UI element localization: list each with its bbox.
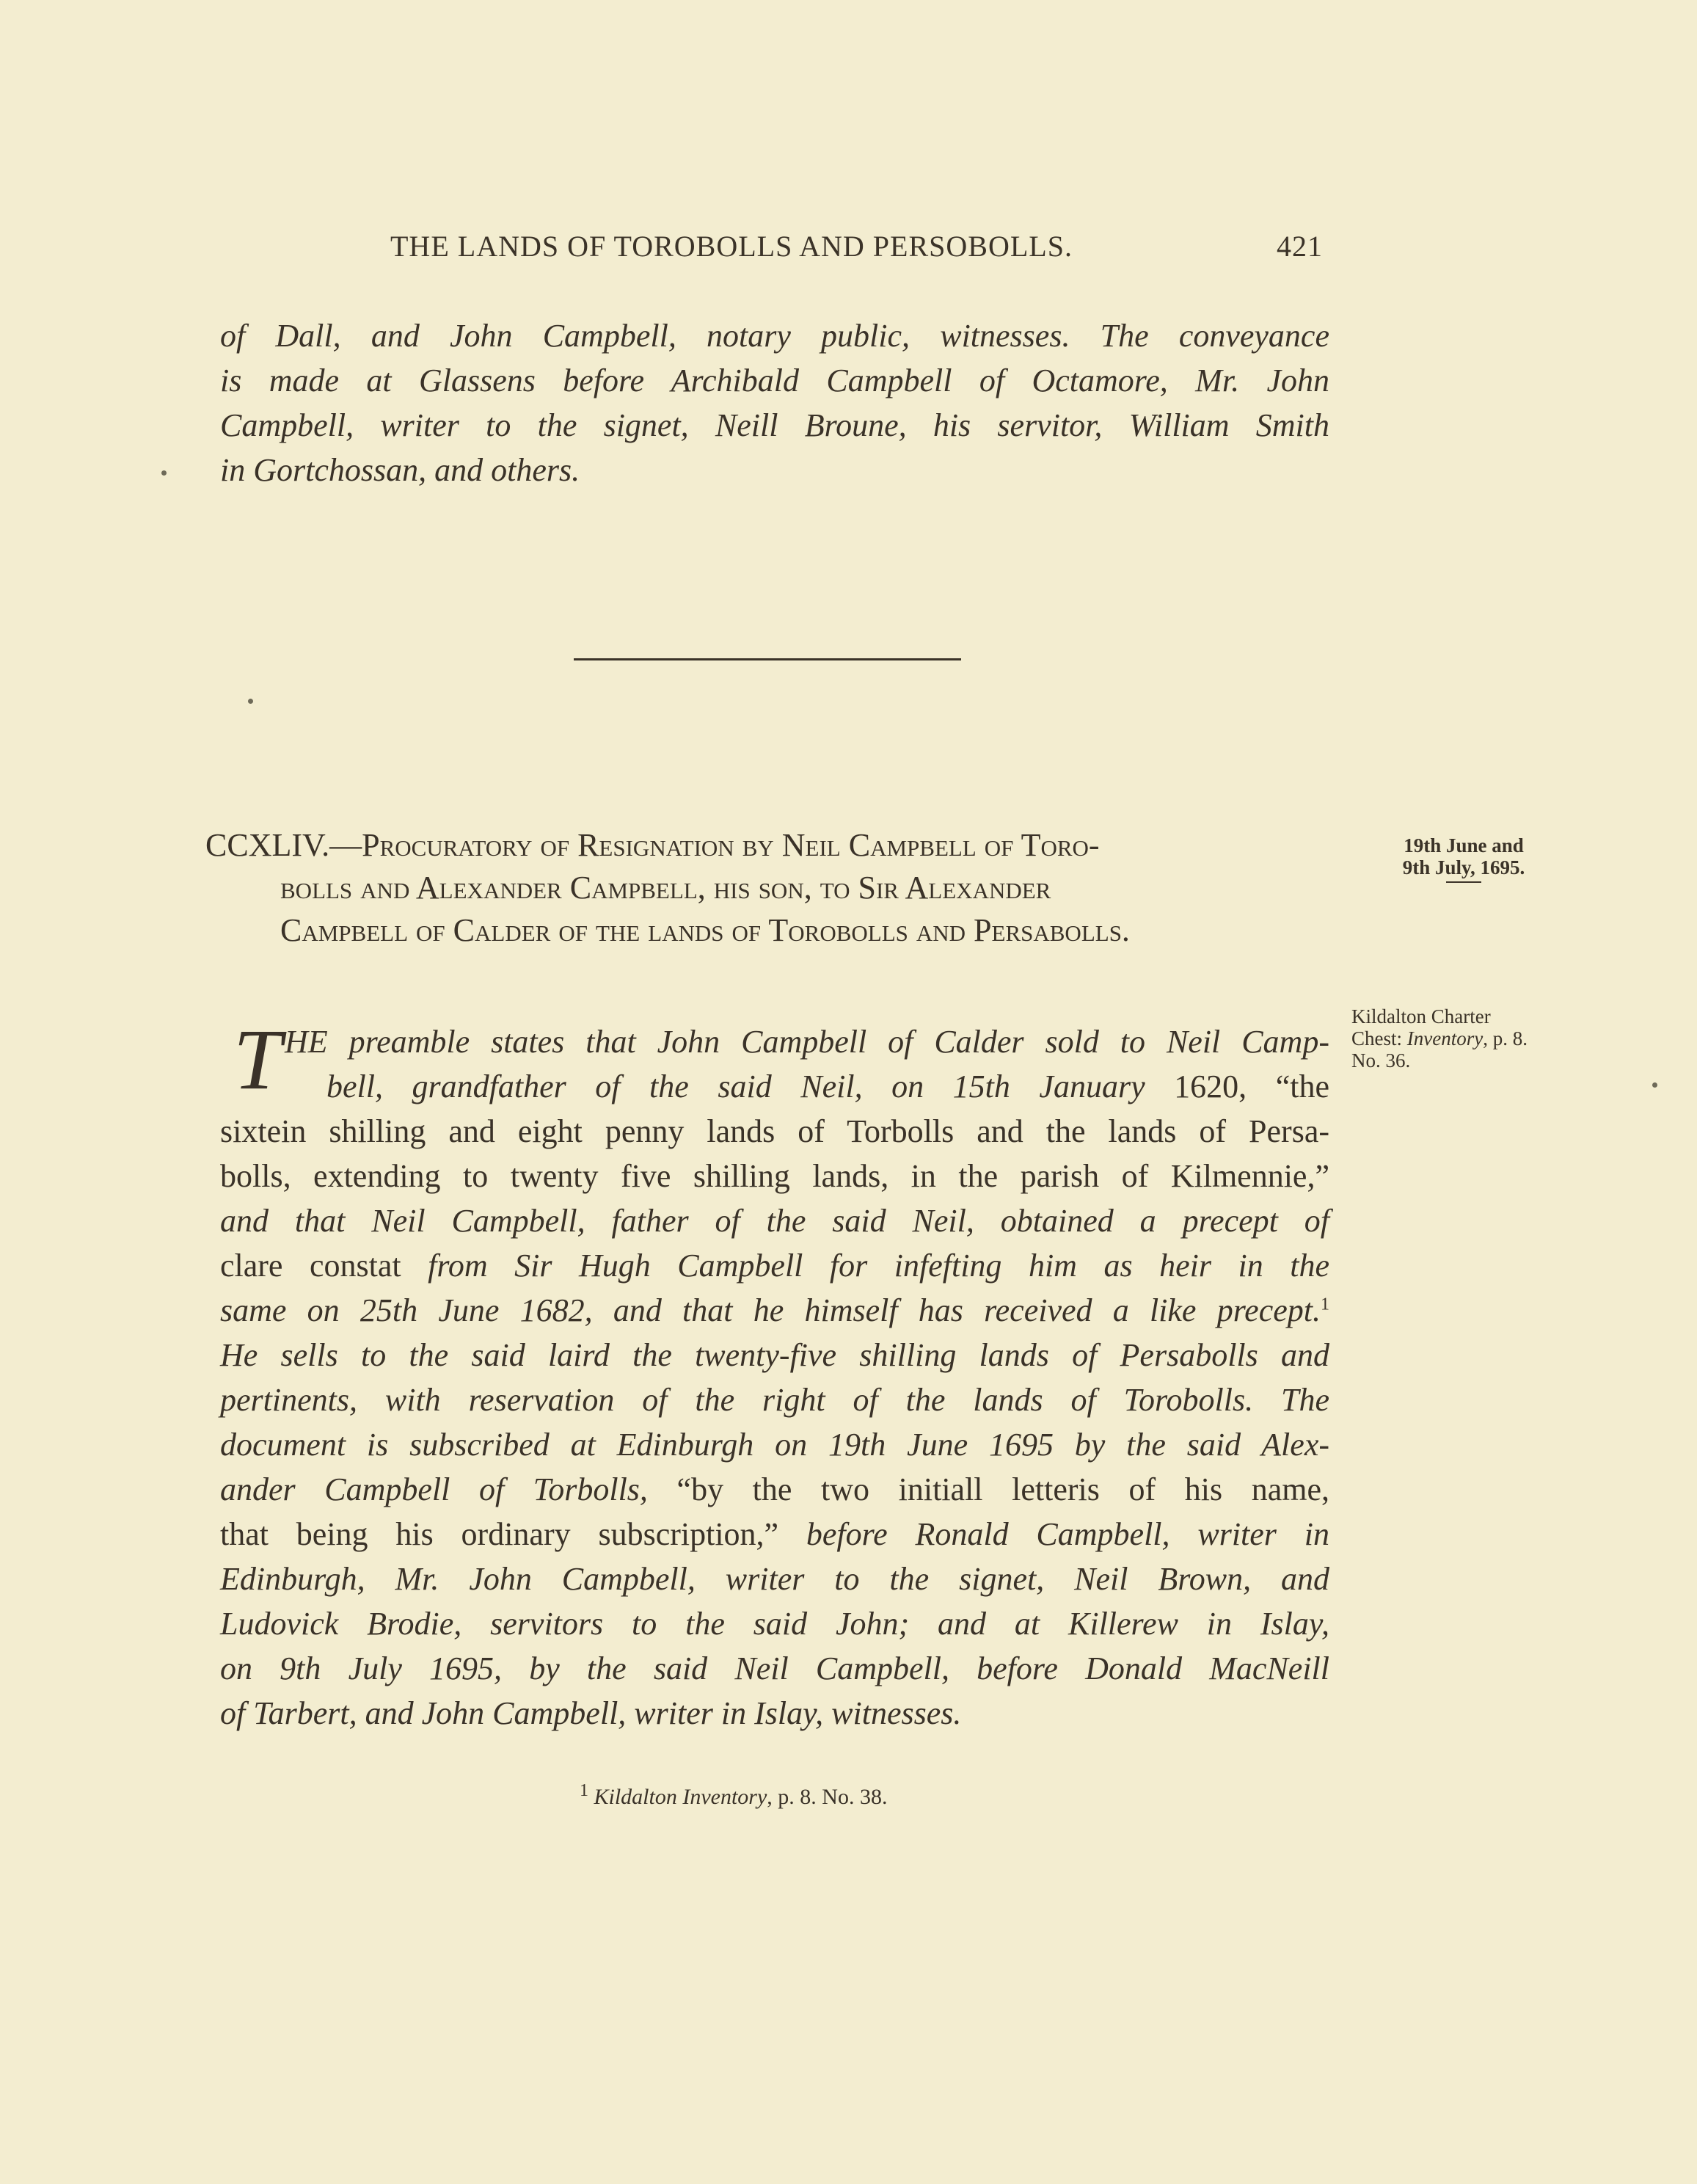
text-line: is made at Glassens before Archibald Campbell of Octamore, Mr. John [220,363,1329,398]
text-line: in Gortchossan, and others. [220,452,580,488]
footnote: $^1$ Kildalton Inventory, p. 8. No. 38. [580,1781,888,1809]
margin-date-note: 19th June and 9th July, 1695. [1376,834,1552,883]
text-line: of Tarbert, and John Campbell, writer in Islay, witnesses. [220,1695,962,1731]
text-line: He sells to the said laird the twenty-five shilling lands of Persabolls and [220,1337,1329,1373]
text-line: sixtein shilling and eight penny lands of Torbolls and the lands of Persa- [220,1113,1329,1149]
drop-cap: T [233,1011,282,1107]
previous-entry-text [220,313,1329,492]
entry-heading-line: Campbell of Calder of the lands of Torobolls and Persabolls. [280,912,1130,948]
text-line: and that Neil Campbell, father of the said Neil, obtained a precept of [220,1203,1329,1239]
running-head-title: THE LANDS OF TOROBOLLS AND PERSOBOLLS. [390,230,1073,263]
text-line: Ludovick Brodie, servitors to the said John; and at Killerew in Islay, [220,1606,1329,1642]
margin-dash [1446,881,1481,883]
entry-heading-line: CCXLIV.—Procuratory of Resignation by Neil Campbell of Toro- [205,827,1100,863]
entry-number: CCXLIV. [205,827,330,863]
footnote-title: Kildalton Inventory [594,1785,767,1809]
paper-speck [248,699,253,704]
entry-body [220,1019,1329,1736]
entry-heading-line: bolls and Alexander Campbell, his son, to Sir Alexander [280,870,1051,906]
text-line: of Dall, and John Campbell, notary public, witnesses. The conveyance [220,318,1329,354]
text-line: Campbell, writer to the signet, Neill Broune, his servitor, William Smith [220,407,1329,443]
text-line: on 9th July 1695, by the said Neil Campbell, before Donald MacNeill [220,1650,1329,1686]
margin-source-note: Kildalton Charter Chest: Inventory, p. 8. No. 36. [1351,1005,1528,1071]
text-line: pertinents, with reservation of the right of the lands of Torobolls. The [220,1382,1329,1418]
text-line: same on 25th June 1682, and that he himself has received a like precept.$^1$ [220,1292,1329,1328]
footnote-ref: 1 [1321,1295,1329,1314]
text-line: bell, grandfather of the said Neil, on 15th January 1620, “the [326,1069,1329,1104]
text-line: bolls, extending to twenty five shilling lands, in the parish of Kilmennie,” [220,1158,1329,1194]
section-divider [574,658,961,660]
text-line: ander Campbell of Torbolls, “by the two initiall letteris of his name, [220,1471,1329,1507]
text-line: clare constat from Sir Hugh Campbell for infefting him as heir in the [220,1248,1329,1284]
paper-speck [1652,1082,1657,1088]
page-number: 421 [1277,230,1323,263]
paper-speck [161,470,167,476]
footnote-marker: 1 [580,1781,588,1800]
text-line: Edinburgh, Mr. John Campbell, writer to the signet, Neil Brown, and [220,1561,1329,1597]
text-line: that being his ordinary subscription,” before Ronald Campbell, writer in [220,1516,1329,1552]
text-line: document is subscribed at Edinburgh on 19th June 1695 by the said Alex- [220,1427,1329,1463]
text-line: HE preamble states that John Campbell of Calder sold to Neil Camp- [285,1024,1329,1060]
entry-heading [205,824,1324,952]
